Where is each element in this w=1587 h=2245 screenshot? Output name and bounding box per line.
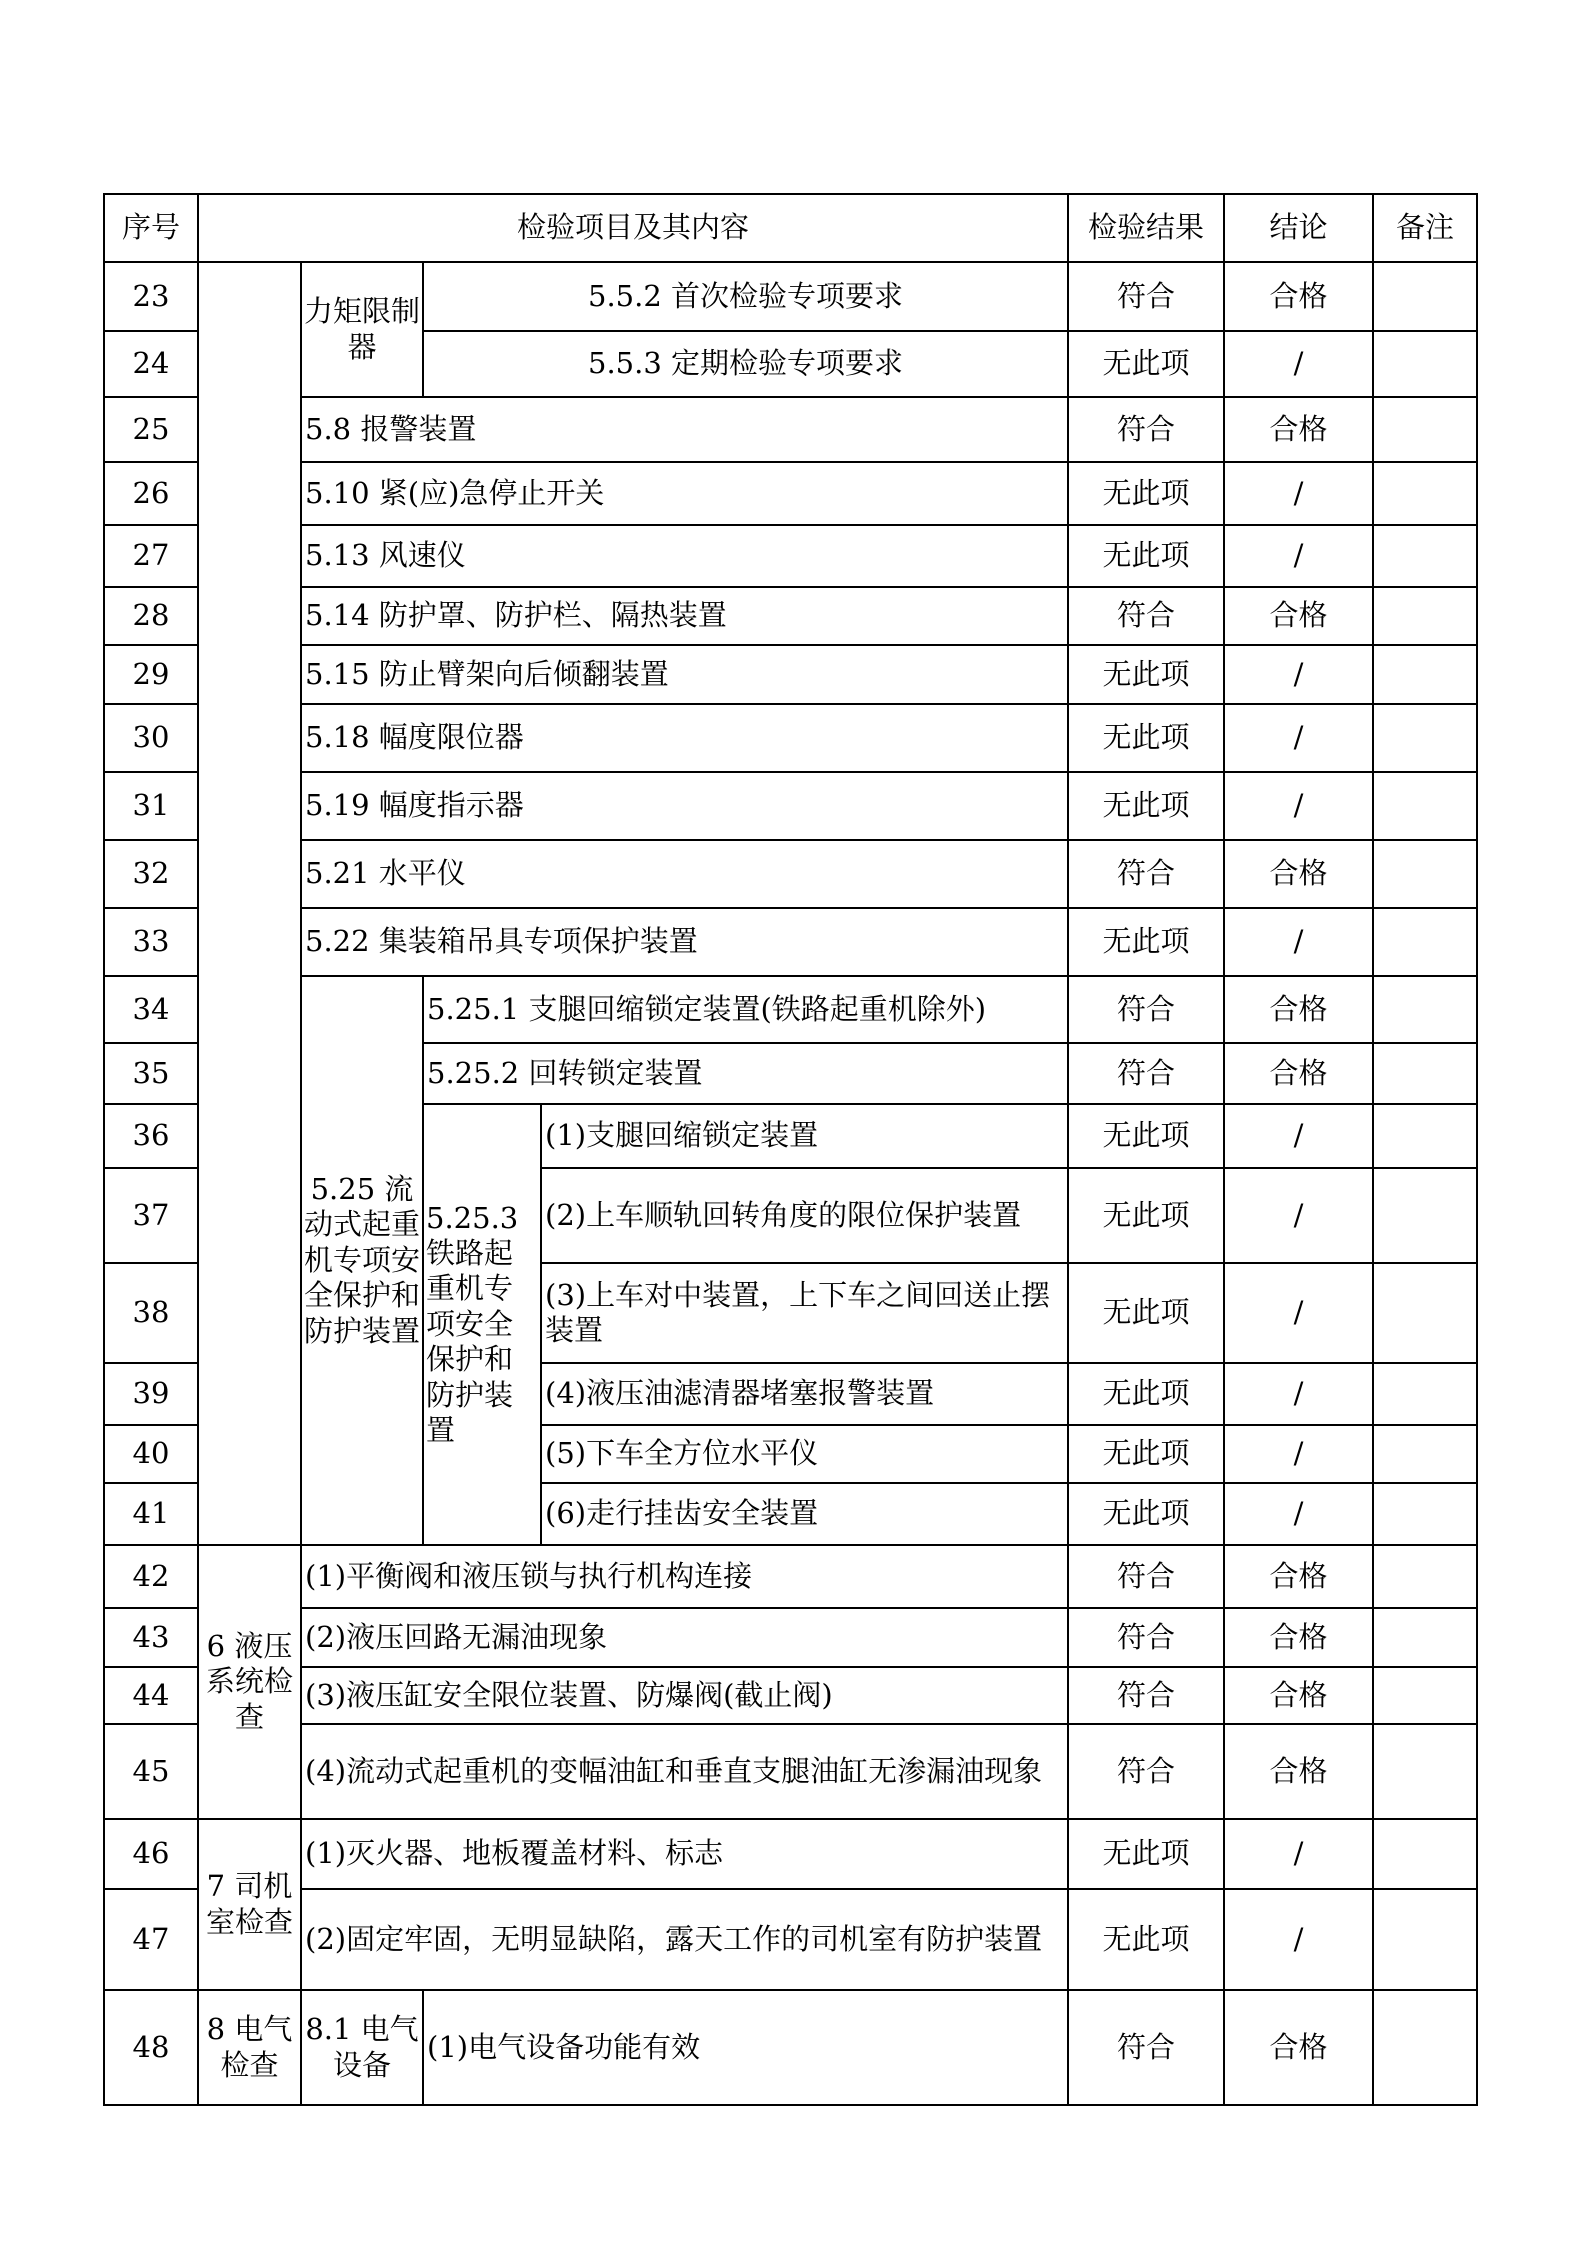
group-7-cab: 7 司机室检查 [198,1819,301,1990]
row-no: 39 [104,1363,198,1425]
row-item: 5.14 防护罩、防护栏、隔热装置 [301,587,1068,645]
table-row [104,976,1477,1043]
group-torque-limiter: 力矩限制器 [301,262,423,397]
row-item: (1)平衡阀和液压锁与执行机构连接 [301,1545,1068,1608]
row-result: 无此项 [1068,1104,1224,1168]
row-result: 符合 [1068,1043,1224,1104]
table-row [104,1545,1477,1608]
row-remark [1373,1545,1477,1608]
row-item: 5.18 幅度限位器 [301,704,1068,772]
row-result: 无此项 [1068,1889,1224,1990]
table-row [104,645,1477,704]
row-item: 5.5.2 首次检验专项要求 [423,262,1068,331]
row-remark [1373,908,1477,976]
header-result: 检验结果 [1068,194,1224,262]
row-conclusion: / [1224,704,1373,772]
row-remark [1373,1483,1477,1545]
row-result: 无此项 [1068,1263,1224,1363]
row-result: 符合 [1068,397,1224,462]
group-8-electrical: 8 电气检查 [198,1990,301,2105]
row-remark [1373,1263,1477,1363]
table-row [104,397,1477,462]
row-no: 37 [104,1168,198,1263]
row-result: 无此项 [1068,1168,1224,1263]
row-remark [1373,1990,1477,2105]
row-remark [1373,1819,1477,1889]
row-remark [1373,1363,1477,1425]
row-conclusion: / [1224,331,1373,397]
table-row [104,1724,1477,1819]
row-result: 无此项 [1068,704,1224,772]
row-conclusion: 合格 [1224,1608,1373,1667]
row-remark [1373,1043,1477,1104]
row-item: 5.13 风速仪 [301,525,1068,587]
row-result: 无此项 [1068,462,1224,525]
row-item: (2)上车顺轨回转角度的限位保护装置 [541,1168,1068,1263]
row-conclusion: 合格 [1224,587,1373,645]
row-remark [1373,331,1477,397]
row-remark [1373,525,1477,587]
row-result: 无此项 [1068,645,1224,704]
row-item: 5.19 幅度指示器 [301,772,1068,840]
row-conclusion: / [1224,645,1373,704]
group-8-1-equipment: 8.1 电气设备 [301,1990,423,2105]
row-no: 43 [104,1608,198,1667]
table-row [104,1990,1477,2105]
row-conclusion: / [1224,525,1373,587]
row-no: 48 [104,1990,198,2105]
row-remark [1373,1667,1477,1724]
row-remark [1373,397,1477,462]
row-conclusion: 合格 [1224,840,1373,908]
table-row [104,1608,1477,1667]
row-remark [1373,1425,1477,1483]
row-no: 47 [104,1889,198,1990]
row-no: 44 [104,1667,198,1724]
row-no: 35 [104,1043,198,1104]
table-row [104,1889,1477,1990]
row-no: 46 [104,1819,198,1889]
row-conclusion: / [1224,1104,1373,1168]
row-result: 符合 [1068,1608,1224,1667]
table-row [104,462,1477,525]
row-no: 36 [104,1104,198,1168]
row-conclusion: / [1224,1483,1373,1545]
row-result: 无此项 [1068,1363,1224,1425]
row-remark [1373,587,1477,645]
table-row [104,704,1477,772]
row-remark [1373,976,1477,1043]
row-conclusion: / [1224,1168,1373,1263]
row-conclusion: 合格 [1224,1724,1373,1819]
row-no: 34 [104,976,198,1043]
row-conclusion: / [1224,1819,1373,1889]
row-remark [1373,840,1477,908]
table-row [104,1667,1477,1724]
row-result: 符合 [1068,587,1224,645]
row-item: (1)电气设备功能有效 [423,1990,1068,2105]
row-conclusion: 合格 [1224,397,1373,462]
row-result: 符合 [1068,1545,1224,1608]
header-row [104,194,1477,262]
row-result: 符合 [1068,1724,1224,1819]
row-remark [1373,704,1477,772]
row-result: 符合 [1068,262,1224,331]
row-remark [1373,462,1477,525]
table-row [104,262,1477,331]
row-remark [1373,1168,1477,1263]
row-no: 23 [104,262,198,331]
table-row [104,840,1477,908]
row-conclusion: / [1224,462,1373,525]
row-result: 无此项 [1068,331,1224,397]
row-no: 38 [104,1263,198,1363]
row-conclusion: / [1224,1425,1373,1483]
row-no: 31 [104,772,198,840]
row-result: 符合 [1068,1667,1224,1724]
row-conclusion: 合格 [1224,1990,1373,2105]
row-conclusion: 合格 [1224,262,1373,331]
row-item: 5.22 集装箱吊具专项保护装置 [301,908,1068,976]
row-no: 26 [104,462,198,525]
row-conclusion: / [1224,1889,1373,1990]
header-seq: 序号 [104,194,198,262]
row-no: 42 [104,1545,198,1608]
row-remark [1373,645,1477,704]
row-no: 27 [104,525,198,587]
row-item: (6)走行挂齿安全装置 [541,1483,1068,1545]
header-conclusion: 结论 [1224,194,1373,262]
row-no: 30 [104,704,198,772]
row-remark [1373,1724,1477,1819]
row-item: (5)下车全方位水平仪 [541,1425,1068,1483]
row-result: 无此项 [1068,525,1224,587]
row-item: (1)灭火器、地板覆盖材料、标志 [301,1819,1068,1889]
row-conclusion: / [1224,1263,1373,1363]
row-conclusion: 合格 [1224,1043,1373,1104]
row-no: 24 [104,331,198,397]
row-item: 5.5.3 定期检验专项要求 [423,331,1068,397]
row-no: 41 [104,1483,198,1545]
row-item: (4)液压油滤清器堵塞报警装置 [541,1363,1068,1425]
row-item: 5.15 防止臂架向后倾翻装置 [301,645,1068,704]
row-item: 5.8 报警装置 [301,397,1068,462]
row-result: 符合 [1068,1990,1224,2105]
table-row [104,772,1477,840]
row-item: 5.25.1 支腿回缩锁定装置(铁路起重机除外) [423,976,1068,1043]
row-conclusion: / [1224,908,1373,976]
row-item: 5.21 水平仪 [301,840,1068,908]
row-result: 符合 [1068,976,1224,1043]
row-result: 无此项 [1068,1425,1224,1483]
row-remark [1373,1608,1477,1667]
row-item: 5.10 紧(应)急停止开关 [301,462,1068,525]
row-result: 无此项 [1068,772,1224,840]
row-no: 33 [104,908,198,976]
row-no: 25 [104,397,198,462]
row-conclusion: 合格 [1224,976,1373,1043]
row-no: 28 [104,587,198,645]
row-item: (2)液压回路无漏油现象 [301,1608,1068,1667]
row-item: (4)流动式起重机的变幅油缸和垂直支腿油缸无渗漏油现象 [301,1724,1068,1819]
row-item: (2)固定牢固，无明显缺陷，露天工作的司机室有防护装置 [301,1889,1068,1990]
row-item: 5.25.2 回转锁定装置 [423,1043,1068,1104]
table-row [104,587,1477,645]
row-no: 45 [104,1724,198,1819]
group-6-hydraulic: 6 液压系统检查 [198,1545,301,1819]
row-result: 符合 [1068,840,1224,908]
row-conclusion: 合格 [1224,1667,1373,1724]
table-row [104,908,1477,976]
table-row [104,525,1477,587]
inspection-table [103,193,1478,2106]
row-no: 32 [104,840,198,908]
row-result: 无此项 [1068,908,1224,976]
row-conclusion: / [1224,1363,1373,1425]
group-5-25-3: 5.25.3 铁路起重机专项安全保护和防护装置 [423,1104,541,1545]
row-conclusion: / [1224,772,1373,840]
table-row [104,1819,1477,1889]
row-remark [1373,262,1477,331]
row-item: (3)上车对中装置，上下车之间回送止摆装置 [541,1263,1068,1363]
row-no: 40 [104,1425,198,1483]
header-item: 检验项目及其内容 [198,194,1068,262]
row-conclusion: 合格 [1224,1545,1373,1608]
header-remark: 备注 [1373,194,1477,262]
row-no: 29 [104,645,198,704]
blank-group-cell [198,262,301,1545]
row-remark [1373,772,1477,840]
row-result: 无此项 [1068,1483,1224,1545]
row-remark [1373,1889,1477,1990]
group-5-25: 5.25 流动式起重机专项安全保护和防护装置 [301,976,423,1545]
row-item: (1)支腿回缩锁定装置 [541,1104,1068,1168]
row-remark [1373,1104,1477,1168]
row-result: 无此项 [1068,1819,1224,1889]
row-item: (3)液压缸安全限位装置、防爆阀(截止阀) [301,1667,1068,1724]
